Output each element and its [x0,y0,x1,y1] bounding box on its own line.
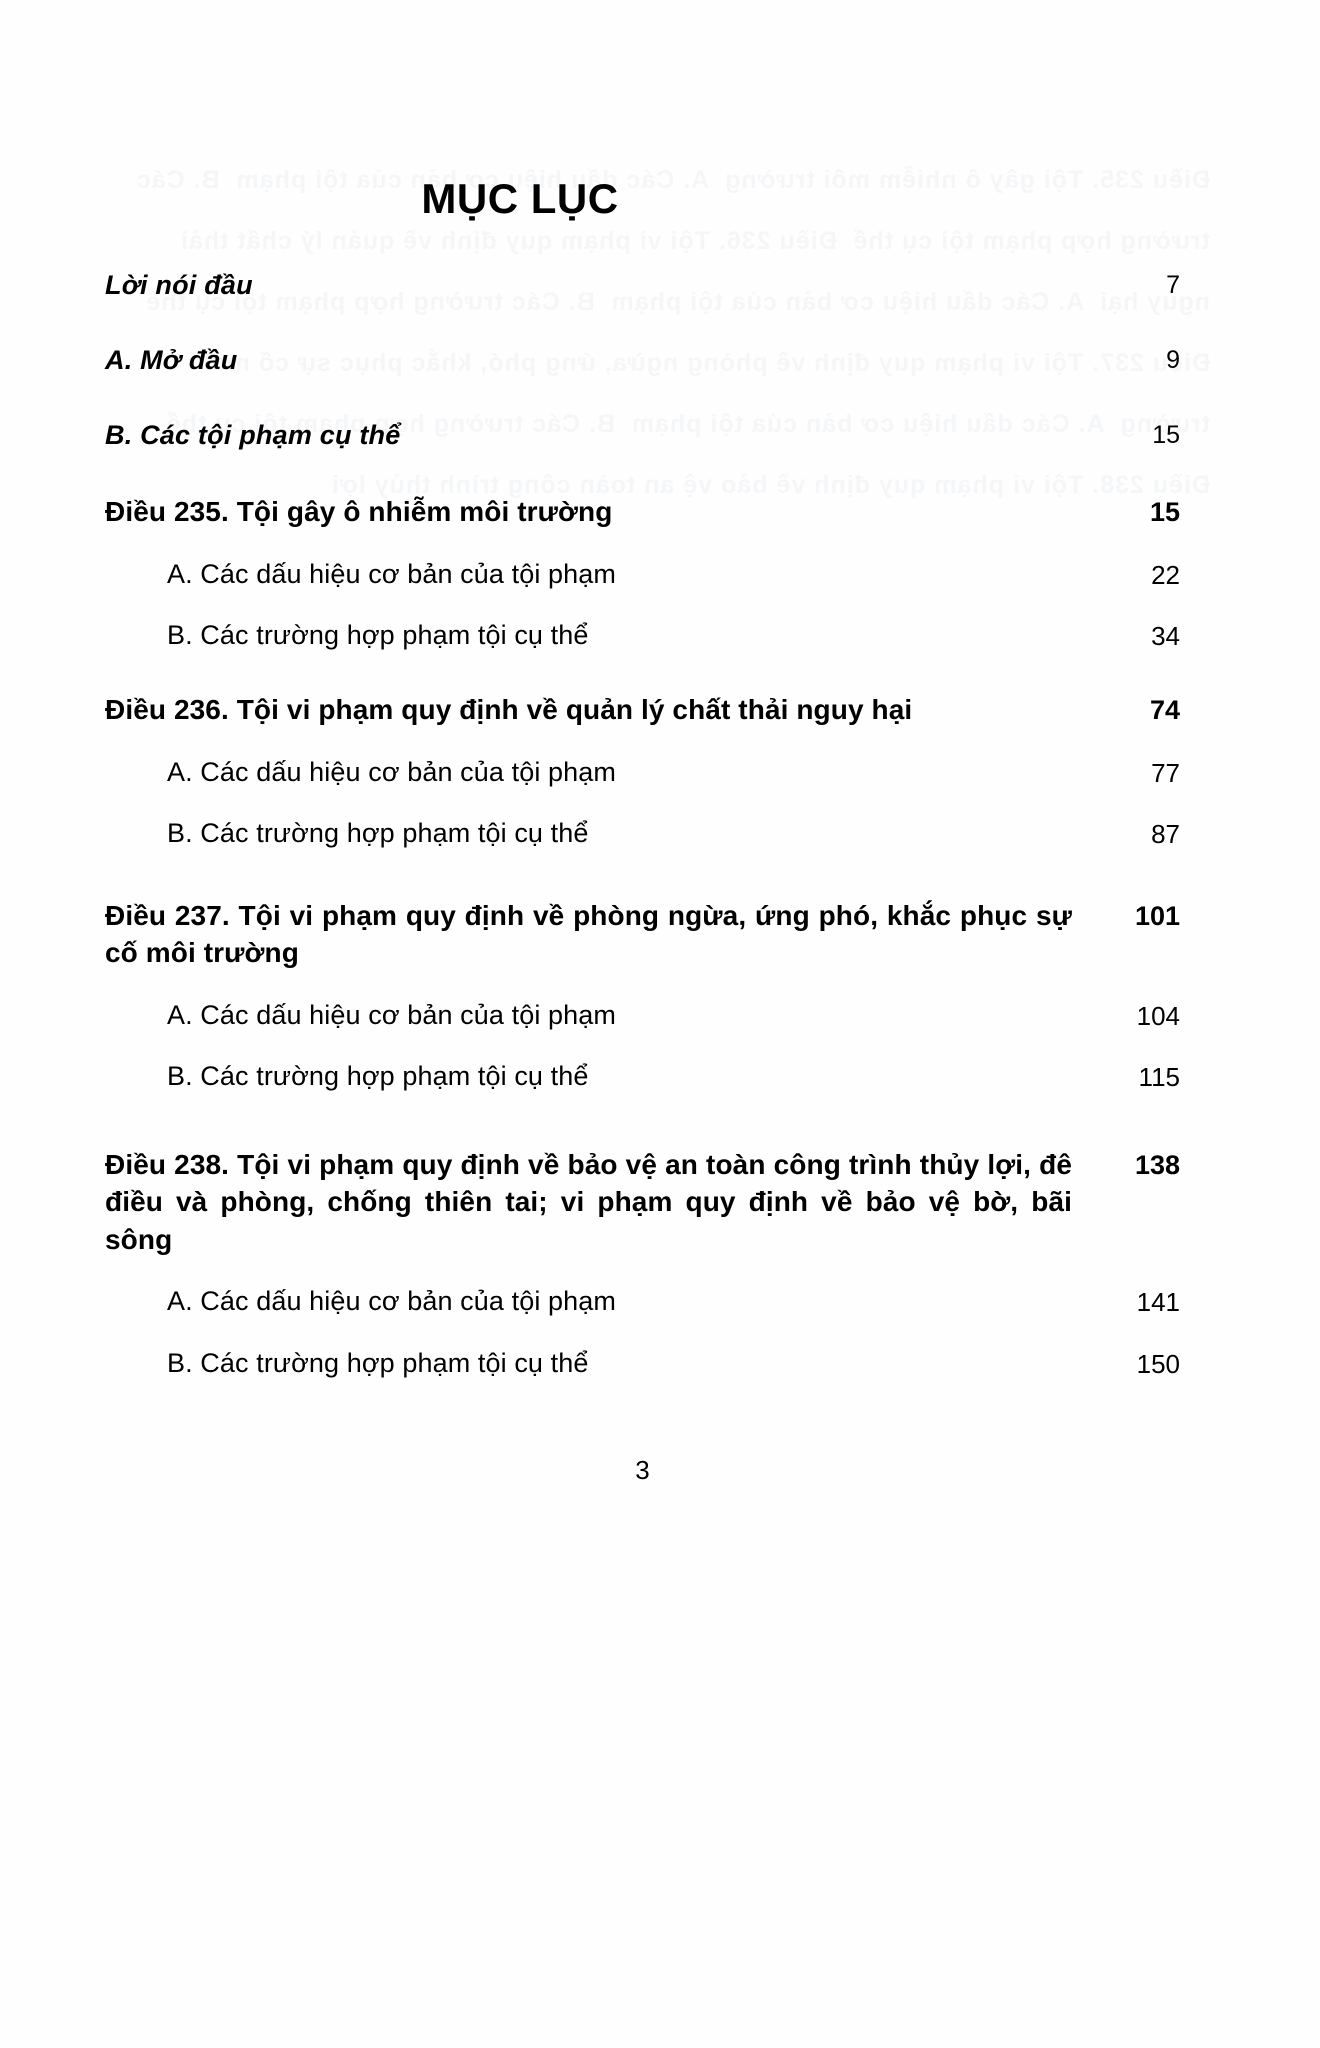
toc-entry-label: B. Các trường hợp phạm tội cụ thể [167,1060,589,1091]
toc-entry-page-number: 115 [1138,1061,1180,1092]
toc-subentry-236-b[interactable] [105,816,1180,851]
toc-article-heading-235[interactable] [105,493,1180,531]
toc-entry-label: B. Các trường hợp phạm tội cụ thể [167,817,589,848]
toc-entry-page-number: 34 [1151,620,1180,651]
toc-subentry-236-a[interactable] [105,755,1180,790]
toc-entry-page-number: 74 [1149,694,1180,725]
toc-entry-page-number: 15 [1149,497,1180,528]
toc-entry-page-number: 101 [1134,900,1180,931]
page-footer-number: 3 [635,1455,650,1485]
toc-entry-label: B. Các tội phạm cụ thể [105,420,401,451]
toc-article-heading-238[interactable] [105,1146,1180,1259]
toc-subentry-235-b[interactable] [105,618,1180,653]
toc-entry-label: A. Các dấu hiệu cơ bản của tội phạm [167,756,616,787]
toc-entry-label: A. Các dấu hiệu cơ bản của tội phạm [167,999,616,1030]
toc-entry-page-number: 22 [1151,559,1180,590]
toc-entry-label: B. Các trường hợp phạm tội cụ thể [167,1347,589,1378]
toc-entry-mo-dau[interactable] [105,343,1180,378]
toc-entry-page-number: 138 [1134,1149,1180,1180]
toc-subentry-237-a[interactable] [105,998,1180,1033]
toc-entry-label: Lời nói đầu [105,270,253,300]
toc-subentry-238-a[interactable] [105,1284,1180,1319]
toc-subentry-235-a[interactable] [105,557,1180,592]
toc-entry-page-number: 141 [1136,1287,1180,1318]
toc-entry-page-number: 150 [1136,1348,1180,1379]
toc-entry-page-number: 104 [1136,1000,1180,1031]
toc-entry-cac-toi-pham-cu-the[interactable] [105,418,1180,453]
toc-group-dieu-238 [105,1146,1180,1381]
toc-entry-page-number: 77 [1151,757,1180,788]
toc-entry-label: A. Mở đầu [105,345,238,376]
toc-entry-page-number: 87 [1151,818,1180,849]
toc-entry-page-number: 7 [1166,271,1180,299]
toc-entry-label: Điều 237. Tội vi phạm quy định về phòng ngừa, ứng phó, khắc phục sự cố môi trường [105,899,1072,969]
toc-entry-label: Điều 235. Tội gây ô nhiễm môi trường [105,496,613,528]
page-content [105,0,1180,1485]
toc-subentry-237-b[interactable] [105,1059,1180,1094]
toc-entry-label: Điều 236. Tội vi phạm quy định về quản lý chất thải nguy hại [105,693,913,725]
toc-entry-page-number: 15 [1152,421,1180,450]
toc-group-dieu-236 [105,691,1180,851]
toc-subentry-238-b[interactable] [105,1346,1180,1381]
toc-group-dieu-235 [105,493,1180,653]
toc-entry-loi-noi-dau[interactable] [105,268,1180,303]
toc-article-heading-237[interactable] [105,897,1180,972]
toc-entry-label: A. Các dấu hiệu cơ bản của tội phạm [167,558,616,589]
toc-group-dieu-237 [105,897,1180,1094]
table-of-contents [105,268,1180,1381]
toc-entry-label: Điều 238. Tội vi phạm quy định về bảo vệ an toàn công trình thủy lợi, đê điều và phòng, chống thiên tai; vi phạm quy định về bảo vệ bờ, bãi sông [105,1148,1072,1255]
toc-article-heading-236[interactable] [105,691,1180,729]
page-title: MỤC LỤC [421,175,619,222]
toc-entry-page-number: 9 [1166,346,1180,375]
toc-entry-label: A. Các dấu hiệu cơ bản của tội phạm [167,1286,616,1317]
toc-entry-label: B. Các trường hợp phạm tội cụ thể [167,619,589,650]
